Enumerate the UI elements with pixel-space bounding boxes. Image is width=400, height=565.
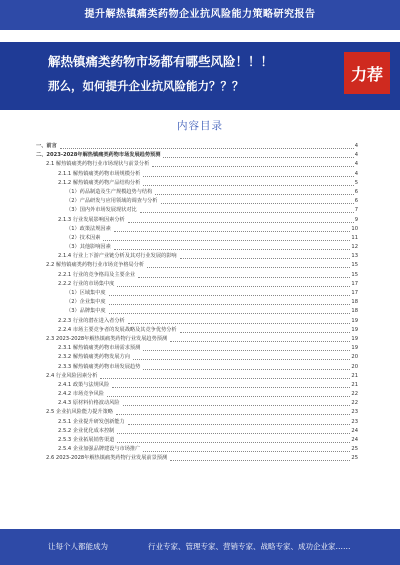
- toc-entry-page: 4: [354, 152, 358, 159]
- toc-leader-dots: [170, 454, 350, 461]
- footer-slogan-left: 让每个人都能成为: [48, 542, 108, 551]
- toc-leader-dots: [112, 381, 350, 388]
- toc-entry-title: 2.3.3 解热镇痛类药物市场发展趋势: [58, 363, 141, 370]
- toc-entry-page: 21: [351, 381, 358, 388]
- toc-leader-dots: [114, 225, 351, 232]
- report-header-bar: [0, 0, 400, 30]
- toc-entry[interactable]: [36, 252, 358, 261]
- toc-entry-title: 2.5.4 企业加强品牌建设与市场推广: [58, 446, 141, 453]
- table-of-contents: [36, 142, 358, 464]
- toc-entry[interactable]: [36, 436, 358, 445]
- toc-entry-page: 23: [351, 418, 358, 425]
- toc-leader-dots: [123, 399, 351, 406]
- toc-entry-page: 21: [351, 372, 358, 379]
- toc-entry-page: 9: [354, 216, 358, 223]
- toc-leader-dots: [152, 160, 353, 167]
- toc-entry-title: （3）品牌集中度: [66, 308, 106, 315]
- toc-leader-dots: [161, 197, 354, 204]
- toc-entry-page: 11: [351, 234, 358, 241]
- recommend-badge: 力荐: [344, 52, 390, 94]
- toc-entry-page: 6: [354, 188, 358, 195]
- toc-leader-dots: [116, 408, 350, 415]
- toc-entry-title: 2.2.1 行业的竞争格局及主要企业: [58, 271, 136, 278]
- toc-entry-page: 13: [351, 253, 358, 260]
- toc-entry[interactable]: [36, 317, 358, 326]
- toc-leader-dots: [128, 317, 351, 324]
- toc-entry-title: （1）药品制造及生产规模趋势与结构: [66, 188, 153, 195]
- toc-entry-title: 2.3.1 解热镇痛类药物市场需求预测: [58, 345, 141, 352]
- toc-leader-dots: [117, 280, 350, 287]
- toc-leader-dots: [143, 445, 350, 452]
- toc-entry-title: （1）区域集中度: [66, 290, 106, 296]
- toc-entry-page: 17: [351, 290, 358, 296]
- toc-entry-page: 15: [351, 262, 358, 269]
- toc-entry-title: 2.4.3 原材料价格波动风险: [58, 400, 120, 407]
- toc-entry-title: 2.5.2 企业优化成本控制: [58, 427, 115, 434]
- toc-entry-page: 7: [354, 207, 358, 214]
- toc-entry-title: 2.2.4 市场主要竞争者的发展战略及其竞争优势分析: [58, 326, 177, 333]
- footer-slogan-right: 行业专家、管理专家、营销专家、战略专家、成功企业家……: [148, 542, 351, 551]
- toc-entry[interactable]: [36, 344, 358, 353]
- toc-leader-dots: [138, 271, 350, 278]
- toc-entry-title: 2.3.2 解热镇痛类药物发展方向: [58, 354, 130, 361]
- toc-entry[interactable]: [36, 234, 358, 243]
- toc-entry[interactable]: [36, 170, 358, 179]
- hero-line-1: 解热镇痛类药物市场都有哪些风险！！！: [48, 54, 274, 69]
- toc-entry-title: 2.4.2 市场竞争风险: [58, 391, 104, 398]
- toc-entry-page: 4: [354, 143, 358, 149]
- toc-entry[interactable]: [36, 427, 358, 436]
- toc-entry-page: 25: [351, 446, 358, 453]
- toc-entry-page: 24: [351, 427, 358, 434]
- toc-leader-dots: [143, 344, 350, 351]
- toc-leader-dots: [109, 298, 351, 305]
- toc-entry[interactable]: [36, 243, 358, 252]
- toc-entry-page: 19: [351, 317, 358, 324]
- toc-entry-title: 2.3 2023-2028年解热镇痛类药物行业发展趋势预测: [46, 335, 168, 342]
- toc-entry[interactable]: [36, 151, 358, 160]
- toc-leader-dots: [143, 179, 353, 186]
- toc-entry[interactable]: [36, 289, 358, 298]
- toc-leader-dots: [109, 289, 351, 296]
- toc-entry-title: （3）国内外市场发展现状对比: [66, 207, 137, 214]
- toc-leader-dots: [155, 188, 353, 195]
- toc-entry[interactable]: [36, 307, 358, 316]
- toc-entry-title: 2.4 行业风险因素分析: [46, 372, 98, 379]
- toc-leader-dots: [143, 170, 353, 177]
- toc-entry-title: （2）产品研发与应用领域的调查与分析: [66, 198, 158, 205]
- toc-entry-page: 22: [351, 391, 358, 398]
- toc-entry-title: 2.6 2023-2028年解热镇痛类药物行业发展前景预测: [46, 455, 168, 462]
- toc-entry-page: 19: [351, 335, 358, 342]
- hero-line-2: 那么，如何提升企业抗风险能力？？？: [48, 79, 244, 93]
- toc-entry[interactable]: [36, 399, 358, 408]
- toc-leader-dots: [117, 427, 350, 434]
- toc-leader-dots: [140, 206, 354, 213]
- report-header-title: 提升解热镇痛类药物企业抗风险能力策略研究报告: [84, 9, 316, 20]
- toc-entry-title: 2.4.1 政策与法规风险: [58, 381, 110, 388]
- toc-entry-page: 20: [351, 363, 358, 370]
- toc-leader-dots: [128, 418, 351, 425]
- toc-leader-dots: [109, 307, 351, 314]
- toc-entry-page: 15: [351, 271, 358, 278]
- toc-leader-dots: [117, 436, 350, 443]
- toc-leader-dots: [180, 252, 351, 259]
- toc-entry[interactable]: [36, 298, 358, 307]
- toc-entry-title: 2.1 解热镇痛类药物行业市场现状与前景分析: [46, 161, 150, 168]
- toc-entry[interactable]: [36, 271, 358, 280]
- toc-leader-dots: [100, 372, 350, 379]
- toc-entry[interactable]: [36, 225, 358, 234]
- footer-bar: [0, 529, 400, 565]
- toc-entry-title: 2.2.3 行业的潜在进入者分析: [58, 317, 125, 324]
- toc-entry[interactable]: [36, 261, 358, 270]
- toc-entry[interactable]: [36, 353, 358, 362]
- toc-entry-page: 25: [351, 455, 358, 462]
- toc-entry[interactable]: [36, 445, 358, 454]
- toc-leader-dots: [114, 243, 351, 250]
- toc-leader-dots: [107, 390, 350, 397]
- toc-entry-page: 4: [354, 161, 358, 168]
- toc-leader-dots: [170, 335, 350, 342]
- toc-leader-dots: [133, 353, 350, 360]
- toc-entry[interactable]: [36, 179, 358, 188]
- toc-entry[interactable]: [36, 326, 358, 335]
- toc-entry-title: 2.1.3 行业发展影响因素分析: [58, 216, 125, 223]
- toc-entry-page: 5: [354, 179, 358, 186]
- toc-entry-title: （3）其他影响因素: [66, 244, 111, 251]
- toc-entry-title: 2.5 企业抗风险能力提升策略: [46, 409, 113, 416]
- toc-entry-page: 23: [351, 409, 358, 416]
- toc-entry-page: 22: [351, 400, 358, 407]
- toc-leader-dots: [60, 142, 354, 149]
- toc-entry[interactable]: [36, 197, 358, 206]
- toc-entry-title: 2.1.4 行业上下游产业链分析及其对行业发展的影响: [58, 253, 177, 260]
- toc-leader-dots: [143, 363, 350, 370]
- toc-entry[interactable]: [36, 142, 358, 151]
- toc-entry-page: 4: [354, 170, 358, 177]
- toc-entry-page: 6: [354, 198, 358, 205]
- toc-entry-title: 2.1.2 解热镇痛类药物产品结构分析: [58, 179, 141, 186]
- toc-entry[interactable]: [36, 363, 358, 372]
- toc-leader-dots: [128, 216, 354, 223]
- toc-entry[interactable]: [36, 335, 358, 344]
- toc-leader-dots: [180, 326, 351, 333]
- toc-entry-title: 2.5.3 企业拓展销售渠道: [58, 437, 115, 443]
- toc-entry[interactable]: [36, 188, 358, 197]
- toc-entry[interactable]: [36, 381, 358, 390]
- toc-entry[interactable]: [36, 372, 358, 381]
- toc-title: 内容目录: [177, 120, 223, 132]
- toc-entry-title: （2）技术因素: [66, 234, 101, 241]
- toc-entry-title: 一、前言: [36, 143, 57, 149]
- toc-entry-title: 2.1.1 解热镇痛类药物市场规模分析: [58, 170, 141, 177]
- toc-entry-title: （2）企业集中度: [66, 299, 106, 306]
- toc-leader-dots: [163, 151, 353, 158]
- toc-entry-page: 18: [351, 308, 358, 315]
- toc-entry[interactable]: [36, 454, 358, 463]
- toc-entry-title: 2.2.2 行业的市场集中度: [58, 280, 115, 287]
- hero-banner: [0, 42, 400, 110]
- toc-entry[interactable]: [36, 408, 358, 417]
- toc-entry-title: 二、2023-2028年解热镇痛类药物市场发展趋势预测: [36, 152, 161, 159]
- toc-entry-page: 17: [351, 280, 358, 287]
- toc-entry[interactable]: [36, 160, 358, 169]
- toc-entry[interactable]: [36, 216, 358, 225]
- toc-entry[interactable]: [36, 418, 358, 427]
- toc-entry[interactable]: [36, 390, 358, 399]
- toc-entry-page: 12: [351, 244, 358, 251]
- toc-leader-dots: [103, 234, 350, 241]
- toc-entry-page: 20: [351, 354, 358, 361]
- toc-entry-page: 19: [351, 345, 358, 352]
- toc-entry-page: 24: [351, 437, 358, 443]
- toc-leader-dots: [147, 261, 350, 268]
- toc-entry-title: （1）政策法规因素: [66, 225, 111, 232]
- toc-entry-title: 2.5.1 企业提升研发创新能力: [58, 418, 125, 425]
- toc-entry-page: 19: [351, 326, 358, 333]
- toc-entry[interactable]: [36, 280, 358, 289]
- toc-entry-page: 18: [351, 299, 358, 306]
- toc-entry-title: 2.2 解热镇痛类药物行业市场竞争格局分析: [46, 262, 145, 269]
- toc-entry[interactable]: [36, 206, 358, 215]
- toc-entry-page: 10: [351, 225, 358, 232]
